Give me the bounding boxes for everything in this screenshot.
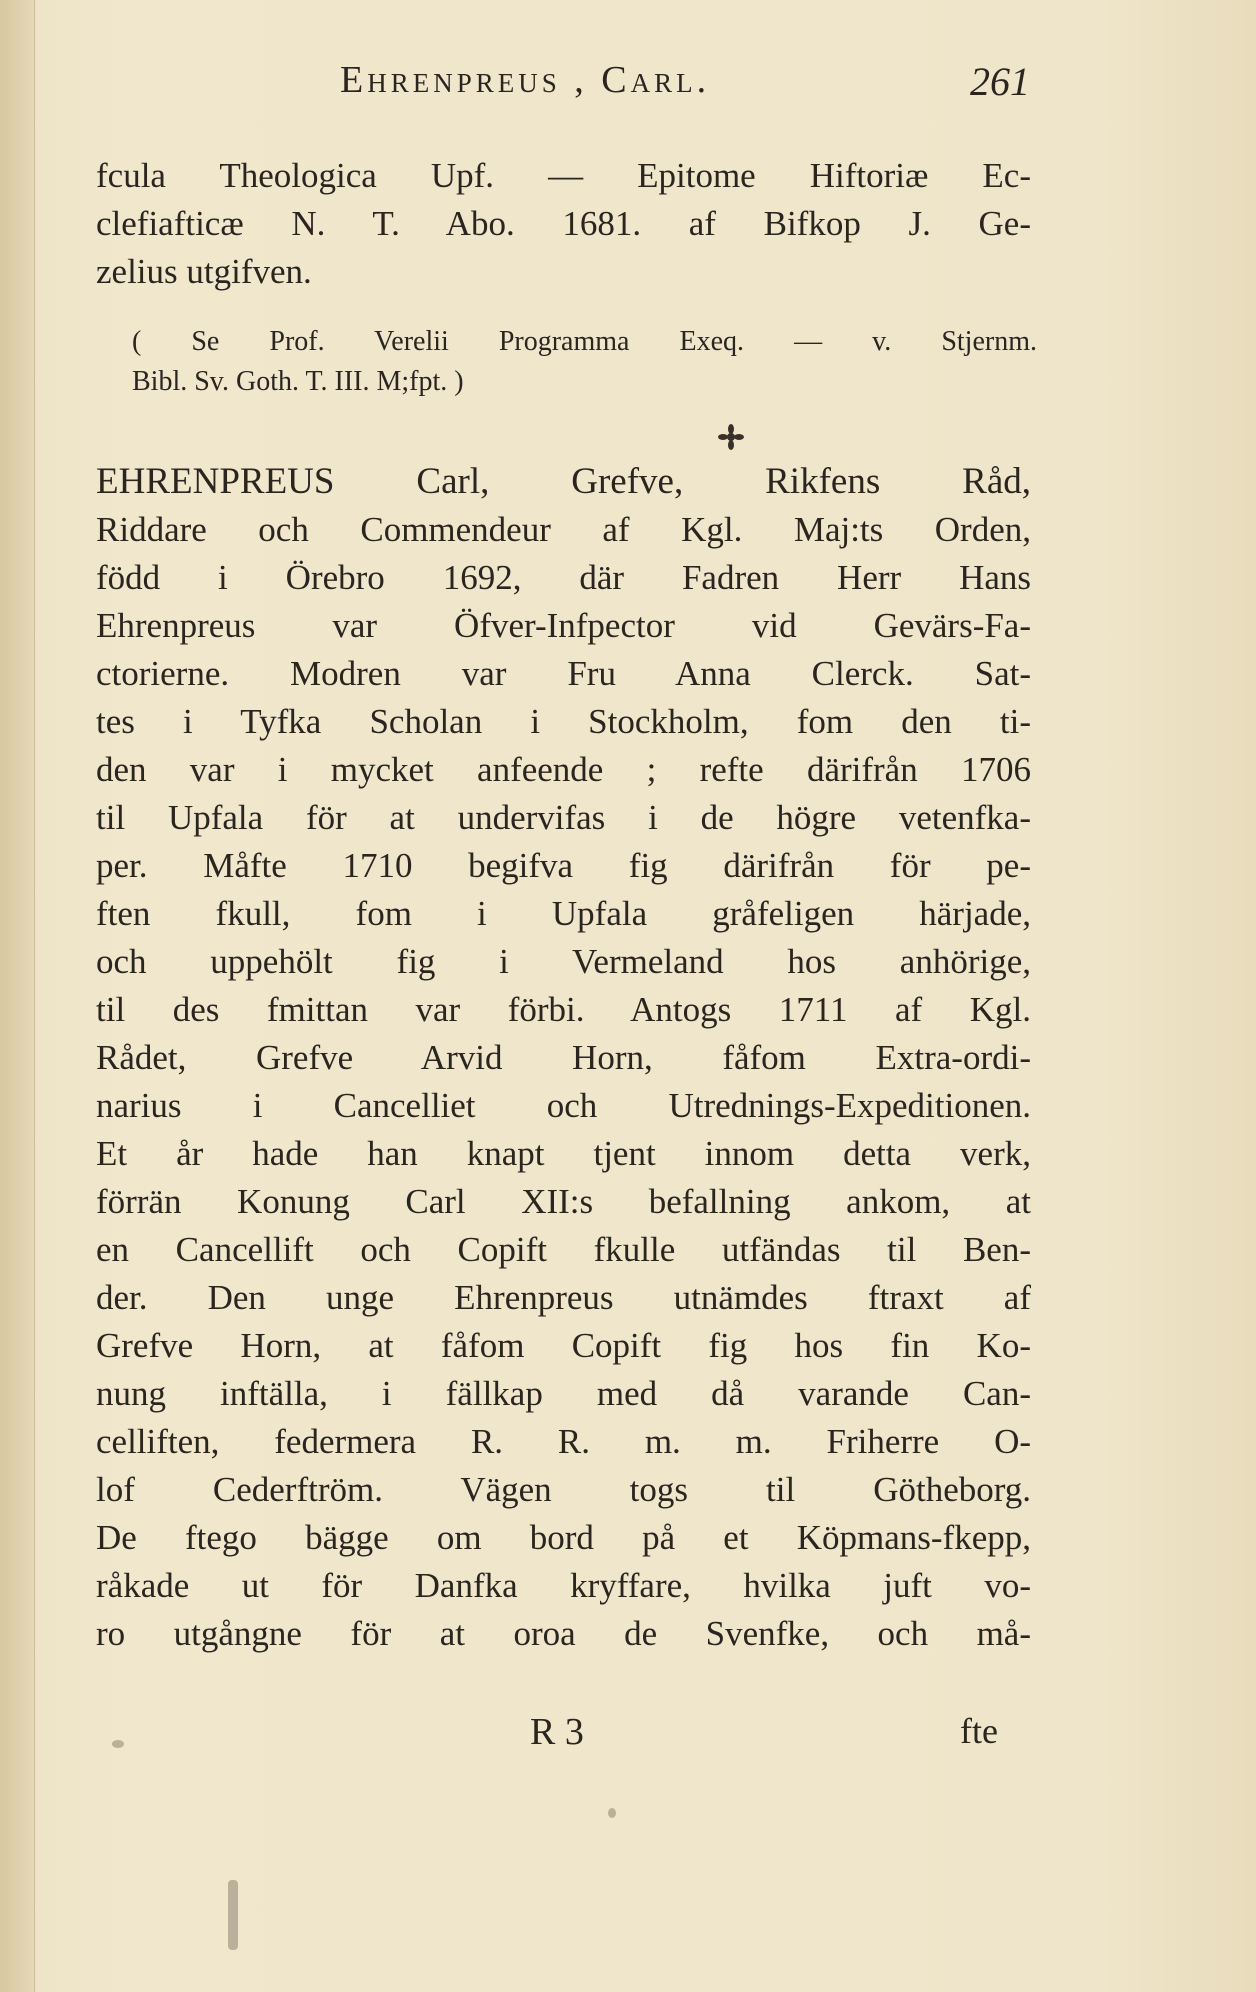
- text-line: nung inftälla, i fällkap med då varande Can-: [96, 1374, 1031, 1413]
- text-line: per. Måfte 1710 begifva fig därifrån för pe-: [96, 846, 1031, 885]
- text-line: Et år hade han knapt tjent innom detta verk,: [96, 1134, 1031, 1173]
- flower-ornament-icon: [718, 424, 744, 450]
- ink-mark: [228, 1880, 238, 1950]
- text-line: råkade ut för Danfka kryffare, hvilka juft vo-: [96, 1566, 1031, 1605]
- reference-note: [132, 322, 1037, 402]
- running-head: Ehrenpreus , Carl.: [340, 59, 711, 101]
- text-line: til Upfala för at undervifas i de högre vetenfka-: [96, 798, 1031, 837]
- text-line: ften fkull, fom i Upfala gråfeligen härjade,: [96, 894, 1031, 933]
- text-line: Ehrenpreus var Öfver-Infpector vid Gevärs-Fa-: [96, 606, 1031, 645]
- signature-mark: R 3: [530, 1711, 584, 1753]
- ink-speck: [608, 1808, 616, 1818]
- text-line: förrän Konung Carl XII:s befallning ankom, at: [96, 1182, 1031, 1221]
- page-number: 261: [970, 59, 1030, 104]
- text-line: en Cancellift och Copift fkulle utfändas til Ben-: [96, 1230, 1031, 1269]
- note-line: ( Se Prof. Verelii Programma Exeq. — v. Stjernm.: [132, 326, 1037, 357]
- text-line: celliften, federmera R. R. m. m. Friherre O-: [96, 1422, 1031, 1461]
- text-line: född i Örebro 1692, där Fadren Herr Hans: [96, 558, 1031, 597]
- text-line: Grefve Horn, at fåfom Copift fig hos fin Ko-: [96, 1326, 1031, 1365]
- note-line: Bibl. Sv. Goth. T. III. M;fpt. ): [132, 366, 464, 397]
- text-line: ro utgångne för at oroa de Svenfke, och må-: [96, 1614, 1031, 1653]
- text-line: Riddare och Commendeur af Kgl. Maj:ts Orden,: [96, 510, 1031, 549]
- text-line: De ftego bägge om bord på et Köpmans-fkepp,: [96, 1518, 1031, 1557]
- page-header: [340, 58, 1040, 118]
- text-line: och uppehölt fig i Vermeland hos anhörige,: [96, 942, 1031, 981]
- paragraph-continuation: [96, 152, 1031, 296]
- text-line: der. Den unge Ehrenpreus utnämdes ftraxt af: [96, 1278, 1031, 1317]
- catchword: fte: [960, 1711, 998, 1751]
- entry-ehrenpreus-carl: [96, 458, 1031, 1658]
- text-line: Rådet, Grefve Arvid Horn, fåfom Extra-ordi-: [96, 1038, 1031, 1077]
- binding-edge: [0, 0, 35, 1992]
- text-line: fcula Theologica Upf. — Epitome Hiftoriæ Ec-: [96, 156, 1031, 195]
- text-line: narius i Cancelliet och Utrednings-Expeditionen.: [96, 1086, 1031, 1125]
- entry-heading-line: EHRENPREUS Carl, Grefve, Rikfens Råd,: [96, 461, 1031, 502]
- text-line: clefiafticæ N. T. Abo. 1681. af Bifkop J. Ge-: [96, 204, 1031, 243]
- ink-speck: [112, 1740, 124, 1748]
- text-line: ctorierne. Modren var Fru Anna Clerck. Sat-: [96, 654, 1031, 693]
- text-line: tes i Tyfka Scholan i Stockholm, fom den ti-: [96, 702, 1031, 741]
- text-line: den var i mycket anfeende ; refte därifrån 1706: [96, 750, 1031, 789]
- text-line: lof Cederftröm. Vägen togs til Götheborg.: [96, 1470, 1031, 1509]
- text-line: zelius utgifven.: [96, 252, 312, 291]
- text-line: til des fmittan var förbi. Antogs 1711 af Kgl.: [96, 990, 1031, 1029]
